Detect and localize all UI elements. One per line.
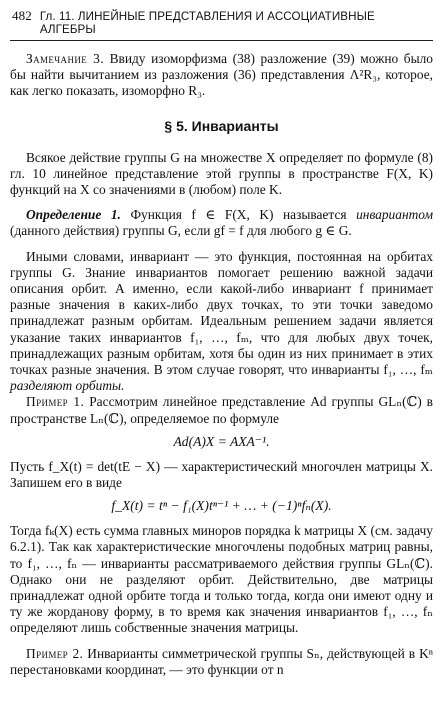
definition-text-2: (данного действия) группы G, если gf = f для любого g ∈ G. <box>10 223 352 239</box>
page-number: 482 <box>12 8 32 23</box>
definition-paragraph <box>10 207 433 239</box>
running-head <box>10 8 433 36</box>
remark-paragraph <box>10 51 433 100</box>
section-title: § 5. Инварианты <box>164 117 279 134</box>
formula-charpoly: f_X(t) = tⁿ − f₁(X)tⁿ⁻¹ + … + (−1)ⁿfₙ(X). <box>111 498 332 514</box>
intro-paragraph: Всякое действие группы G на множестве X определяет по формуле (8) гл. 10 линейное представление этой группы в пространстве F(X, K) функций на X со значениями в (любом) поле K. <box>10 149 433 198</box>
definition-label: Определение 1. <box>26 207 121 223</box>
main-paragraph <box>10 249 433 395</box>
running-title: Гл. 11. ЛИНЕЙНЫЕ ПРЕДСТАВЛЕНИЯ И АССОЦИАТИВНЫЕ АЛГЕБРЫ <box>39 10 375 36</box>
header-rule <box>10 40 433 41</box>
remark-text: Ввиду изоморфизма (38) разложение (39) можно было бы найти вычитанием из разложения (36) представления Λ²R₃, которое, как легко показать, изоморфно R₃. <box>10 51 433 99</box>
example2-text: Инварианты симметрической группы Sₙ, действующей в Kⁿ перестановками координат, — это функции от n <box>10 645 433 677</box>
example2-paragraph <box>10 646 433 678</box>
definition-text-1: Функция f ∈ F(X, K) называется <box>130 207 347 223</box>
example2-label: Пример 2. <box>26 645 84 661</box>
example1-text-2: Пусть f_X(t) = det(tE − X) — характеристический многочлен матрицы X. Запишем его в виде <box>10 458 433 491</box>
main-emph: разделяют орбиты. <box>10 378 125 394</box>
example1-text: Рассмотрим линейное представление Ad группы GLₙ(ℂ) в пространстве Lₙ(ℂ), определяемое по формуле <box>10 394 433 426</box>
remark-label: Замечание 3. <box>26 51 104 66</box>
example1-label: Пример 1. <box>26 394 85 410</box>
example1-paragraph <box>10 394 433 426</box>
main-text: Иными словами, инвариант — это функция, постоянная на орбитах группы G. Знание инвариантов помогает решению важной задачи описания орбит. А именно, если какой-либо инвариант f принимает разные значения в каких-либо двух точках, то эти точки заведомо принадлежат разным орбитам. Идеальным решением задачи является указание таких инвариантов f₁, …, fₘ, что для любых двух точек, принадлежащих разным орбитам, хотя бы один из них принимает в этих точках разные значения. В этом случае говорят, что инварианты f₁, …, fₘ <box>10 248 433 378</box>
example1-text-3: Тогда fₖ(X) есть сумма главных миноров порядка k матрицы X (см. задачу 6.2.1). Так как характеристические многочлены подобных матриц равны, то f₁, …, fₙ — инварианты рассматриваемого действия группы GLₙ(ℂ). Однако они не разделяют орбит. Действительно, две матрицы принадлежат одной орбите тогда и только тогда, когда они имеют одну и ту же жорданову форму, в то время как значения инвариантов f₁, …, fₙ определяют лишь собственные значения матрицы. <box>10 523 433 636</box>
formula-ad: Ad(A)X = AXA⁻¹. <box>173 433 270 449</box>
definition-term: инвариантом <box>356 207 433 223</box>
